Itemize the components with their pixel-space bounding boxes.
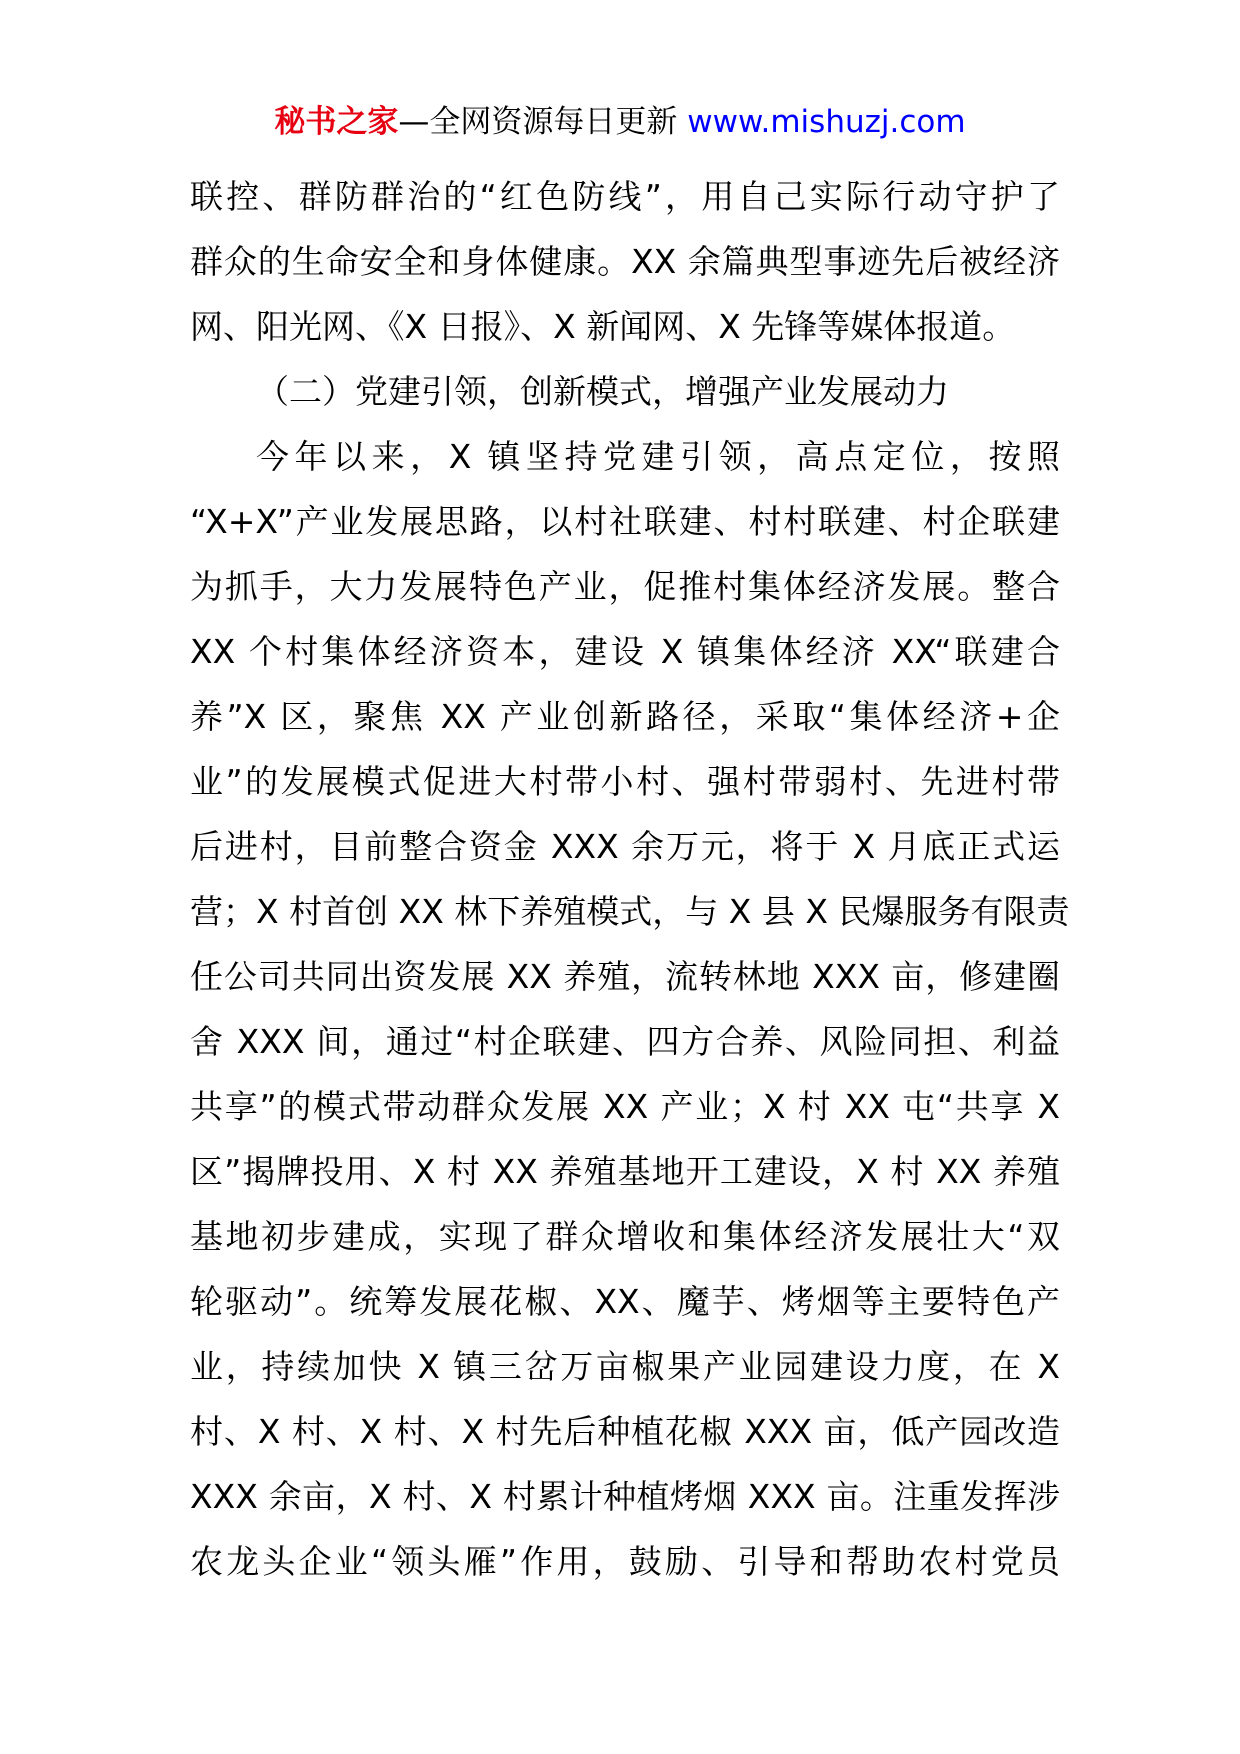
text-line: 村、X 村、X 村、X 村先后种植花椒 XXX 亩，低产园改造: [190, 1412, 1060, 1451]
text-line: 共享”的模式带动群众发展 XX 产业；X 村 XX 屯“共享 X: [190, 1087, 1060, 1126]
text-line: 业”的发展模式促进大村带小村、强村带弱村、先进村带: [190, 762, 1060, 801]
site-tagline: —全网资源每日更新: [398, 104, 688, 140]
text-line: 营；X 村首创 XX 林下养殖模式，与 X 县 X 民爆服务有限责: [190, 892, 1070, 931]
text-line: 群众的生命安全和身体健康。XX 余篇典型事迹先后被经济: [190, 242, 1060, 281]
site-url-link[interactable]: www.mishuzj.com: [687, 104, 966, 140]
text-line: 为抓手，大力发展特色产业，促推村集体经济发展。整合: [190, 567, 1060, 606]
paragraph-first-line: 今年以来，X 镇坚持党建引领，高点定位，按照: [256, 437, 1060, 476]
text-line: 农龙头企业“领头雁”作用，鼓励、引导和帮助农村党员: [190, 1542, 1060, 1581]
text-line: “X+X”产业发展思路，以村社联建、村村联建、村企联建: [190, 502, 1060, 541]
text-line: XXX 余亩，X 村、X 村累计种植烤烟 XXX 亩。注重发挥涉: [190, 1477, 1060, 1516]
text-line: 舍 XXX 间，通过“村企联建、四方合养、风险同担、利益: [190, 1022, 1060, 1061]
text-line: 养”X 区，聚焦 XX 产业创新路径，采取“集体经济+企: [190, 697, 1060, 736]
text-line: 轮驱动”。统筹发展花椒、XX、魔芋、烤烟等主要特色产: [190, 1282, 1060, 1321]
text-line: 后进村，目前整合资金 XXX 余万元，将于 X 月底正式运: [190, 827, 1060, 866]
text-line: 基地初步建成，实现了群众增收和集体经济发展壮大“双: [190, 1217, 1060, 1256]
text-line: 网、阳光网、《X 日报》、X 新闻网、X 先锋等媒体报道。: [190, 307, 1016, 346]
text-line: 区”揭牌投用、X 村 XX 养殖基地开工建设，X 村 XX 养殖: [190, 1152, 1060, 1191]
document-body: [190, 164, 1070, 1594]
text-line: 联控、群防群治的“红色防线”，用自己实际行动守护了: [190, 177, 1060, 216]
text-line: 业，持续加快 X 镇三岔万亩椒果产业园建设力度，在 X: [190, 1347, 1060, 1386]
section-heading: （二）党建引领，创新模式，增强产业发展动力: [256, 372, 949, 411]
text-line: XX 个村集体经济资本，建设 X 镇集体经济 XX“联建合: [190, 632, 1060, 671]
text-line: 任公司共同出资发展 XX 养殖，流转林地 XXX 亩，修建圈: [190, 957, 1060, 996]
site-header: [0, 100, 1240, 144]
site-brand: 秘书之家: [274, 104, 399, 140]
